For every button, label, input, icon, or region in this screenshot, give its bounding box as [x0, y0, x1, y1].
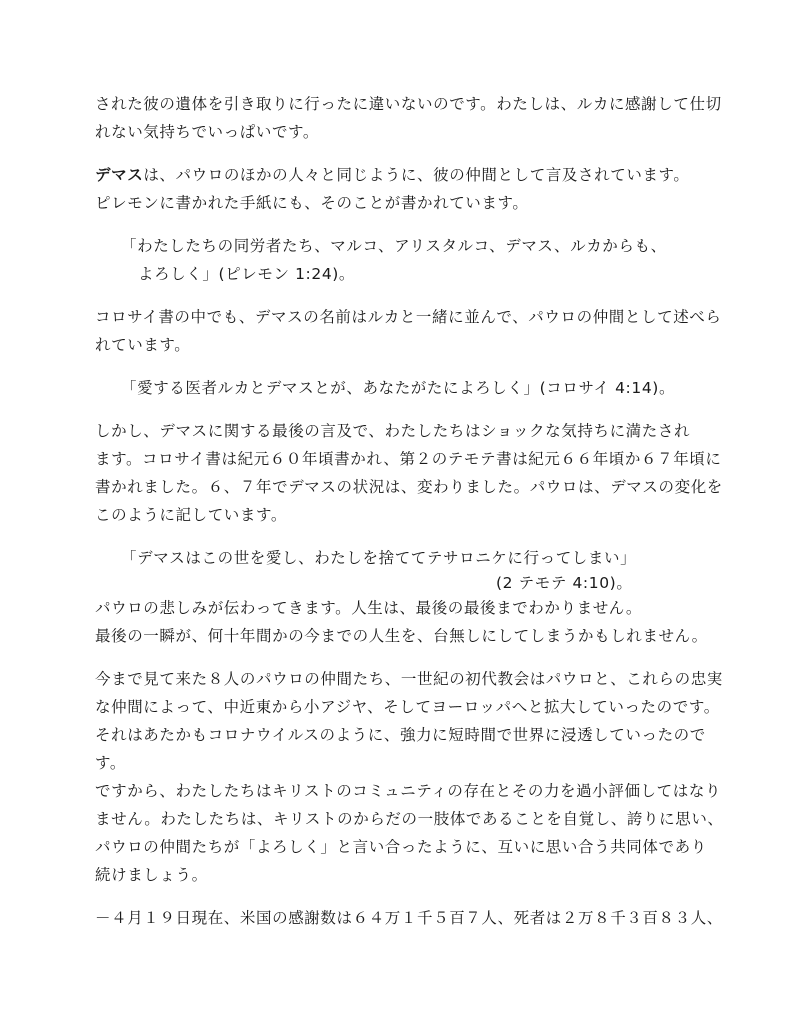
- body-text-line: 今まで見て来た８人のパウロの仲間たち、一世紀の初代教会はパウロと、これらの忠実: [95, 670, 723, 688]
- body-text-line: 続けましょう。: [95, 866, 208, 884]
- body-text-line: された彼の遺体を引き取りに行ったに違いないのです。わたしは、ルカに感謝して仕切: [95, 95, 722, 113]
- bold-name-demas: デマス: [95, 166, 144, 184]
- quote-line: 「デマスはこの世を愛し、わたしを捨ててテサロニケに行ってしまい」: [121, 549, 637, 567]
- body-text-line: ません。わたしたちは、キリストのからだの一肢体であることを自覚し、誇りに思い、: [95, 810, 724, 828]
- quote-line: よろしく」(ピレモン 1:24)。: [138, 265, 356, 283]
- body-text-line: [95, 164, 689, 186]
- body-text-line: れない気持ちでいっぱいです。: [95, 123, 320, 141]
- body-text-line: 書かれました。６、７年でデマスの状況は、変わりました。パウロは、デマスの変化を: [95, 478, 723, 496]
- body-text-line: ですから、わたしたちはキリストのコミュニティの存在とその力を過小評価してはなり: [95, 782, 722, 800]
- quote-citation: (2 テモテ 4:10)。: [496, 574, 633, 592]
- quote-line: 「わたしたちの同労者たち、マルコ、アリスタルコ、デマス、ルカからも、: [121, 237, 667, 255]
- body-text-line: それはあたかもコロナウイルスのように、強力に短時間で世界に浸透していったので: [95, 726, 706, 744]
- body-text-line: れています。: [95, 336, 191, 354]
- body-text-line: 最後の一瞬が、何十年間かの今までの人生を、台無しにしてしまうかもしれません。: [95, 627, 708, 645]
- body-text-line: パウロの悲しみが伝わってきます。人生は、最後の最後までわかりません。: [95, 599, 642, 617]
- body-text-line: ピレモンに書かれた手紙にも、そのことが書かれています。: [95, 194, 529, 212]
- body-text-line: コロサイ書の中でも、デマスの名前はルカと一緒に並んで、パウロの仲間として述べら: [95, 308, 722, 326]
- quote-line: 「愛する医者ルカとデマスとが、あなたがたによろしく」(コロサイ 4:14)。: [121, 379, 676, 397]
- body-text: は、パウロのほかの人々と同じように、彼の仲間として言及されています。: [143, 166, 690, 184]
- body-text-line: しかし、デマスに関する最後の言及で、わたしたちはショックな気持ちに満たされ: [95, 422, 691, 440]
- body-text-line: このように記しています。: [95, 506, 287, 524]
- body-text-line: パウロの仲間たちが「よろしく」と言い合ったように、互いに思い合う共同体であり: [95, 838, 707, 856]
- body-text-line: －４月１９日現在、米国の感謝数は６４万１千５百７人、死者は２万８千３百８３人、: [95, 909, 723, 927]
- body-text-line: す。: [95, 754, 126, 772]
- body-text-line: ます。コロサイ書は紀元６０年頃書かれ、第２のテモテ書は紀元６６年頃か６７年頃に: [95, 450, 722, 468]
- body-text-line: な仲間によって、中近東から小アジヤ、そしてヨーロッパへと拡大していったのです。: [95, 698, 720, 716]
